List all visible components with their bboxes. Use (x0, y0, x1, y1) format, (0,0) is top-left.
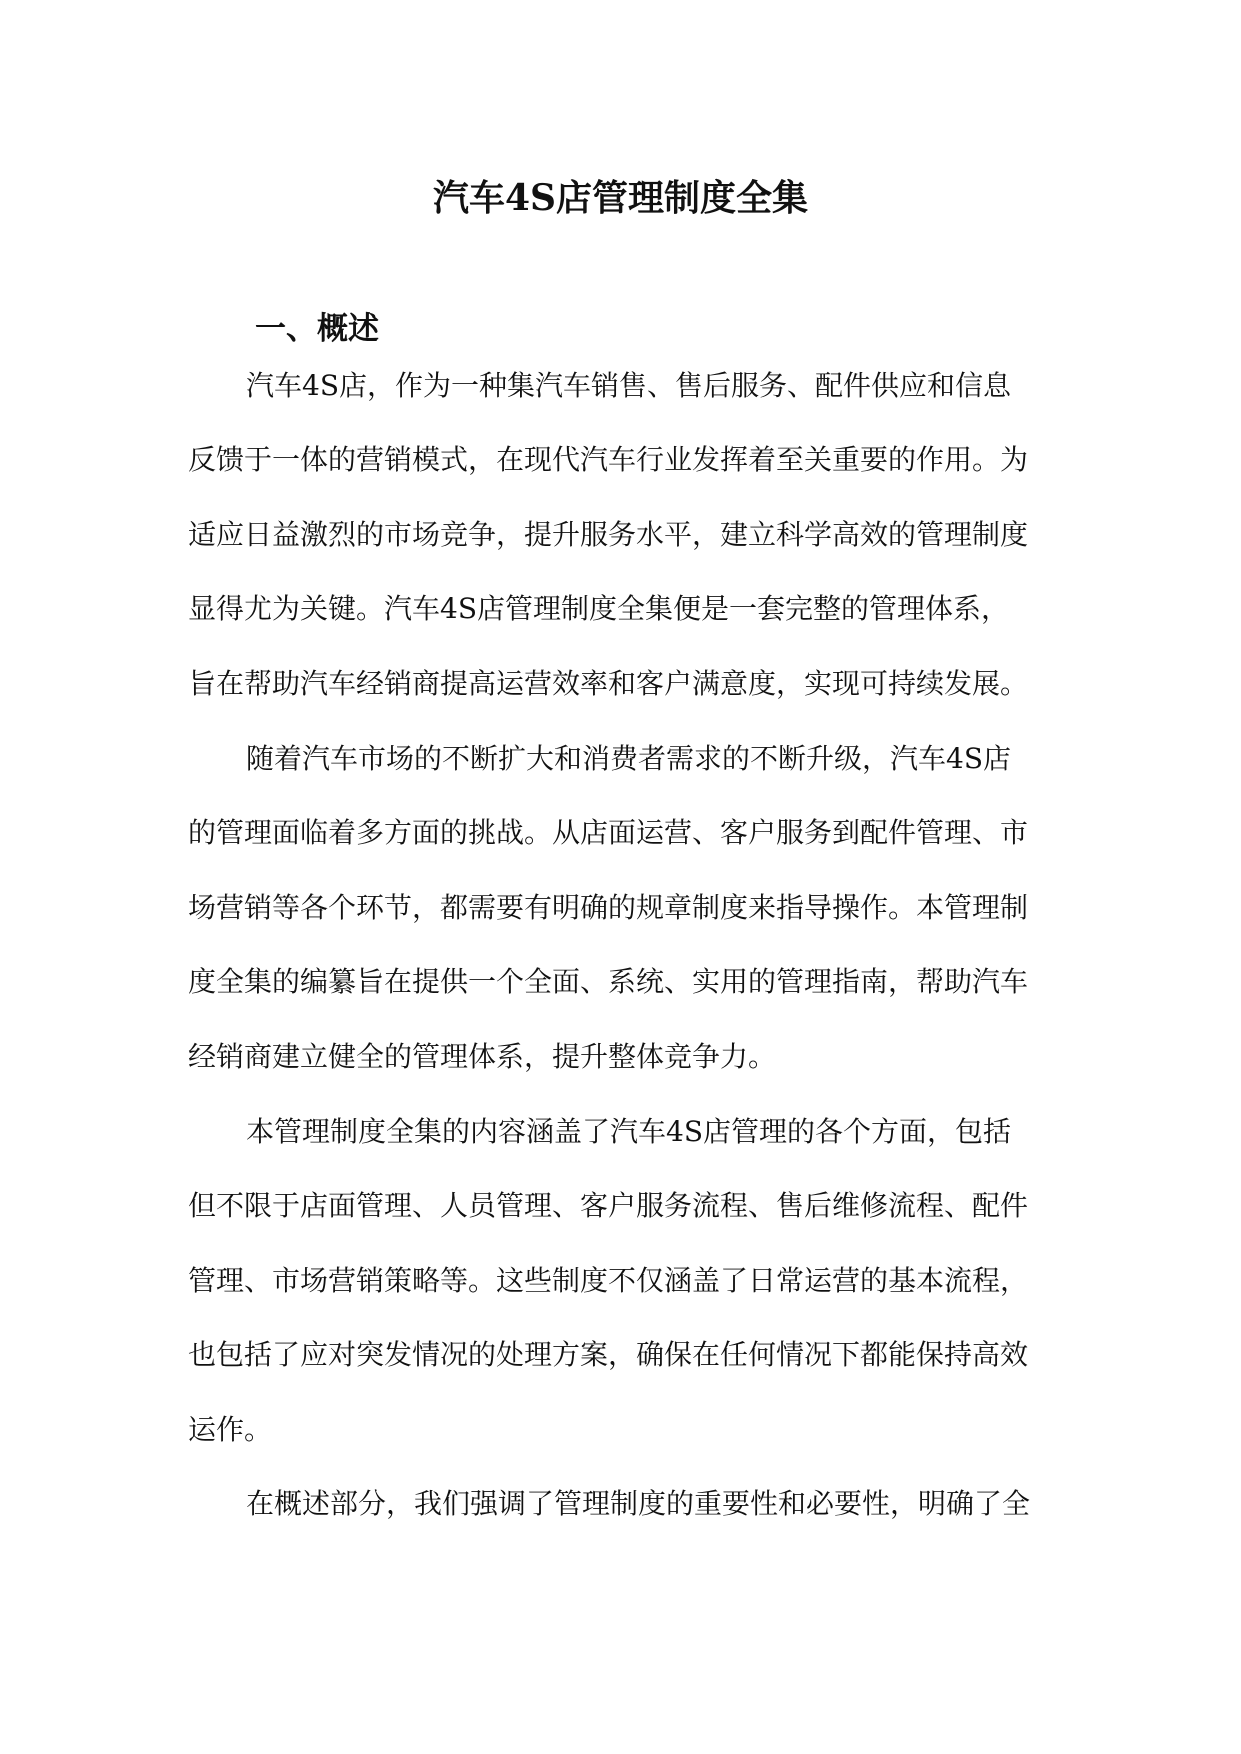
document-title: 汽车4S店管理制度全集 (432, 177, 809, 220)
paragraph-line: 显得尤为关键。汽车4S店管理制度全集便是一套完整的管理体系， (188, 592, 1009, 625)
paragraph-line: 随着汽车市场的不断扩大和消费者需求的不断升级，汽车4S店 (246, 742, 1011, 775)
paragraph-line: 旨在帮助汽车经销商提高运营效率和客户满意度，实现可持续发展。 (188, 667, 1029, 700)
paragraph-line: 也包括了应对突发情况的处理方案，确保在任何情况下都能保持高效 (188, 1338, 1029, 1371)
paragraph-line: 反馈于一体的营销模式，在现代汽车行业发挥着至关重要的作用。为 (188, 443, 1029, 476)
paragraph-line: 本管理制度全集的内容涵盖了汽车4S店管理的各个方面，包括 (246, 1115, 1011, 1148)
paragraph-line: 运作。 (188, 1413, 273, 1446)
paragraph-line: 经销商建立健全的管理体系，提升整体竞争力。 (188, 1040, 777, 1073)
paragraph-line: 度全集的编纂旨在提供一个全面、系统、实用的管理指南，帮助汽车 (188, 965, 1029, 998)
section-heading: 一、概述 (255, 310, 379, 347)
paragraph-line: 在概述部分，我们强调了管理制度的重要性和必要性，明确了全 (246, 1487, 1031, 1520)
paragraph-line: 的管理面临着多方面的挑战。从店面运营、客户服务到配件管理、市 (188, 816, 1029, 849)
paragraph-line: 汽车4S店，作为一种集汽车销售、售后服务、配件供应和信息 (246, 369, 1011, 402)
paragraph-line: 但不限于店面管理、人员管理、客户服务流程、售后维修流程、配件 (188, 1189, 1029, 1222)
paragraph-line: 适应日益激烈的市场竞争，提升服务水平，建立科学高效的管理制度 (188, 518, 1029, 551)
paragraph-line: 管理、市场营销策略等。这些制度不仅涵盖了日常运营的基本流程， (188, 1264, 1029, 1297)
paragraph-line: 场营销等各个环节，都需要有明确的规章制度来指导操作。本管理制 (188, 891, 1029, 924)
